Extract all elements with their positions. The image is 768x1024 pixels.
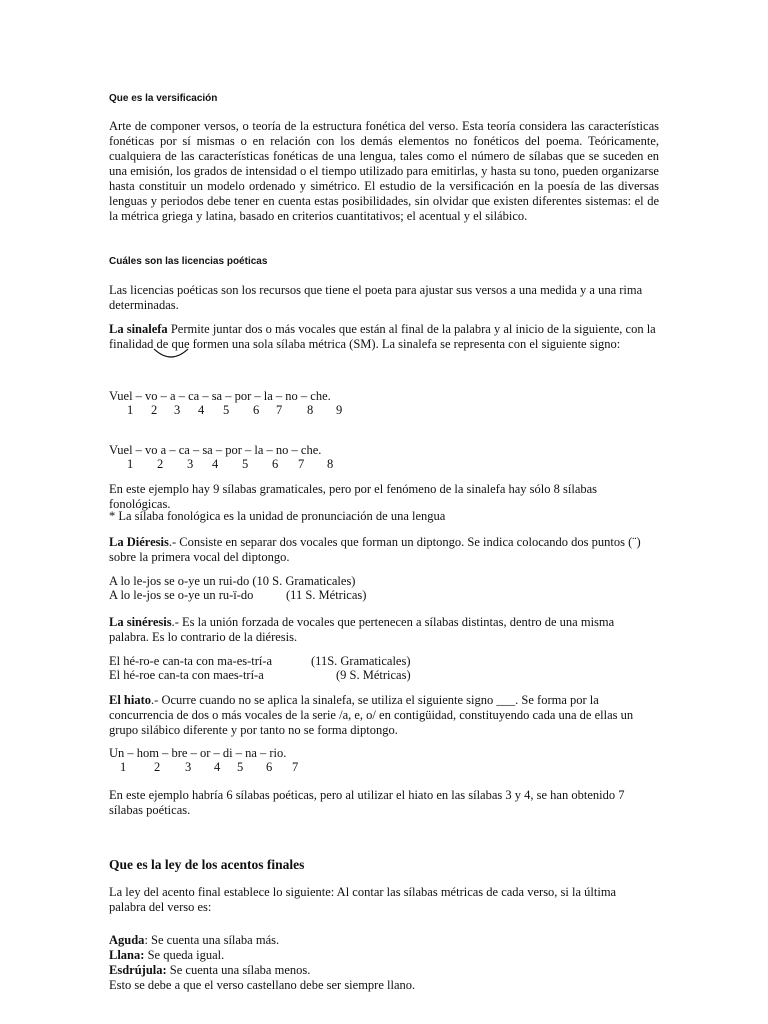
section-title-acentos-finales: Que es la ley de los acentos finales (109, 857, 305, 872)
syllable-number: 6 (266, 760, 273, 774)
syllable-number: 5 (237, 760, 244, 774)
hiato-sign: ___ (496, 693, 516, 707)
syllable-number: 8 (307, 403, 314, 417)
sinalefa-arc-icon (152, 347, 192, 361)
licencias-intro: Las licencias poéticas son los recursos que tiene el poeta para ajustar sus versos a una medida y a una rima determinadas. (109, 283, 643, 312)
syllable-number: 5 (223, 403, 230, 417)
esdrujula-term: Esdrújula: (109, 963, 167, 977)
syllable-number: 1 (120, 760, 127, 774)
syllable-number: 3 (187, 457, 194, 471)
acentos-intro: La ley del acento final establece lo siguiente: Al contar las sílabas métricas de cada verso, si la última palabra del verso es: (109, 885, 617, 914)
aguda-text: : Se cuenta una sílaba más. (144, 933, 280, 947)
syllable-number: 7 (292, 760, 299, 774)
sineresis-definition (109, 615, 649, 645)
dieresis-term: La Diéresis (109, 535, 169, 549)
sinalefa-term: La sinalefa (109, 322, 168, 336)
syllable-number: 1 (127, 403, 134, 417)
syllable-number: 8 (327, 457, 334, 471)
syllable-number: 9 (336, 403, 343, 417)
syllable-number: 4 (198, 403, 205, 417)
sineresis-example-1: El hé-ro-e can-ta con ma-es-trí-a (109, 654, 273, 668)
dieresis-text: .- Consiste en separar dos vocales que forman un diptongo. Se indica colocando dos puntos (¨) sobre la primera vocal del diptongo. (109, 535, 641, 564)
sinalefa-footnote: * La sílaba fonológica es la unidad de pronunciación de una lengua (109, 509, 446, 523)
section-title-licencias: Cuáles son las licencias poéticas (109, 256, 268, 267)
syllable-number: 6 (272, 457, 279, 471)
hiato-example-note: En este ejemplo habría 6 sílabas poéticas, pero al utilizar el hiato en las sílabas 3 y 4, se han obtenido 7 sílabas poéticas. (109, 788, 625, 817)
sineresis-example-2-count: (9 S. Métricas) (336, 668, 411, 682)
esdrujula-text: Se cuenta una sílaba menos. (166, 963, 311, 977)
acento-aguda (109, 933, 279, 948)
syllable-number: 4 (214, 760, 221, 774)
sinalefa-example-2-numbers (0, 457, 768, 473)
aguda-term: Aguda (109, 933, 145, 947)
hiato-example: Un – hom – bre – or – di – na – rio. (109, 746, 287, 760)
dieresis-example-1: A lo le-jos se o-ye un rui-do (10 S. Gramaticales) (109, 574, 356, 588)
hiato-definition (109, 693, 654, 738)
dieresis-example-2: A lo le-jos se o-ye un ru-ï-do (109, 588, 254, 602)
acento-llana (109, 948, 224, 963)
syllable-number: 1 (127, 457, 134, 471)
acento-esdrujula (109, 963, 310, 978)
hiato-term: El hiato (109, 693, 152, 707)
hiato-example-numbers (0, 760, 768, 776)
syllable-number: 3 (174, 403, 181, 417)
section-title-versificacion: Que es la versificación (109, 93, 218, 104)
sinalefa-example-1: Vuel – vo – a – ca – sa – por – la – no – che. (109, 389, 331, 403)
sineresis-example-1-count: (11S. Gramaticales) (311, 654, 411, 668)
hiato-text-2: . Se forma por la concurrencia de dos o más vocales de la serie /a, e, o/ en contigüidad, constituyendo cada una de ellas un grupo silábico diferente y por tanto no se forma diptongo. (109, 693, 634, 737)
sinalefa-text: Permite juntar dos o más vocales que están al final de la palabra y al inicio de la siguiente, con la finalidad de que formen una sola sílaba métrica (SM). La sinalefa se representa con el siguiente signo: (109, 322, 656, 351)
syllable-number: 5 (242, 457, 249, 471)
dieresis-definition (109, 535, 649, 565)
syllable-number: 7 (298, 457, 305, 471)
acentos-closing: Esto se debe a que el verso castellano debe ser siempre llano. (109, 978, 416, 992)
syllable-number: 2 (151, 403, 158, 417)
dieresis-example-2-count: (11 S. Métricas) (286, 588, 367, 602)
versificacion-paragraph: Arte de componer versos, o teoría de la estructura fonética del verso. Esta teoría considera las características fonéticas por sí mismas o en relación con los demás elementos no fonéticos del poema. Teóricamente, cualquiera de las características fonéticas de una lengua, tales como el número de sílabas que se suceden en una emisión, los grados de intensidad o el tiempo utilizado para emitirlas, y hasta su tono, pueden organizarse hasta constituir un modelo ordenado y simétrico. El estudio de la versificación en la poesía de las diversas lenguas y periodos debe tener en cuenta estas posibilidades, sin olvidar que existen diferentes sistemas: el de la métrica griega y latina, basado en criterios cuantitativos; el acentual y el silábico. (109, 119, 659, 223)
llana-text: Se queda igual. (144, 948, 225, 962)
hiato-text-1: .- Ocurre cuando no se aplica la sinalefa, se utiliza el siguiente signo (151, 693, 494, 707)
sineresis-example-2: El hé-roe can-ta con maes-trí-a (109, 668, 264, 682)
syllable-number: 2 (157, 457, 164, 471)
llana-term: Llana: (109, 948, 145, 962)
syllable-number: 2 (154, 760, 161, 774)
syllable-number: 4 (212, 457, 219, 471)
sinalefa-example-2: Vuel – vo a – ca – sa – por – la – no – che. (109, 443, 322, 457)
syllable-number: 6 (253, 403, 260, 417)
syllable-number: 3 (185, 760, 192, 774)
sinalefa-example-1-numbers (0, 403, 768, 419)
sinalefa-example-note: En este ejemplo hay 9 sílabas gramaticales, pero por el fenómeno de la sinalefa hay sólo 8 sílabas fonológicas. (109, 482, 598, 511)
sineresis-text: .- Es la unión forzada de vocales que pertenecen a sílabas distintas, dentro de una misma palabra. Es lo contrario de la diéresis. (109, 615, 615, 644)
syllable-number: 7 (276, 403, 283, 417)
sineresis-term: La sinéresis (109, 615, 172, 629)
